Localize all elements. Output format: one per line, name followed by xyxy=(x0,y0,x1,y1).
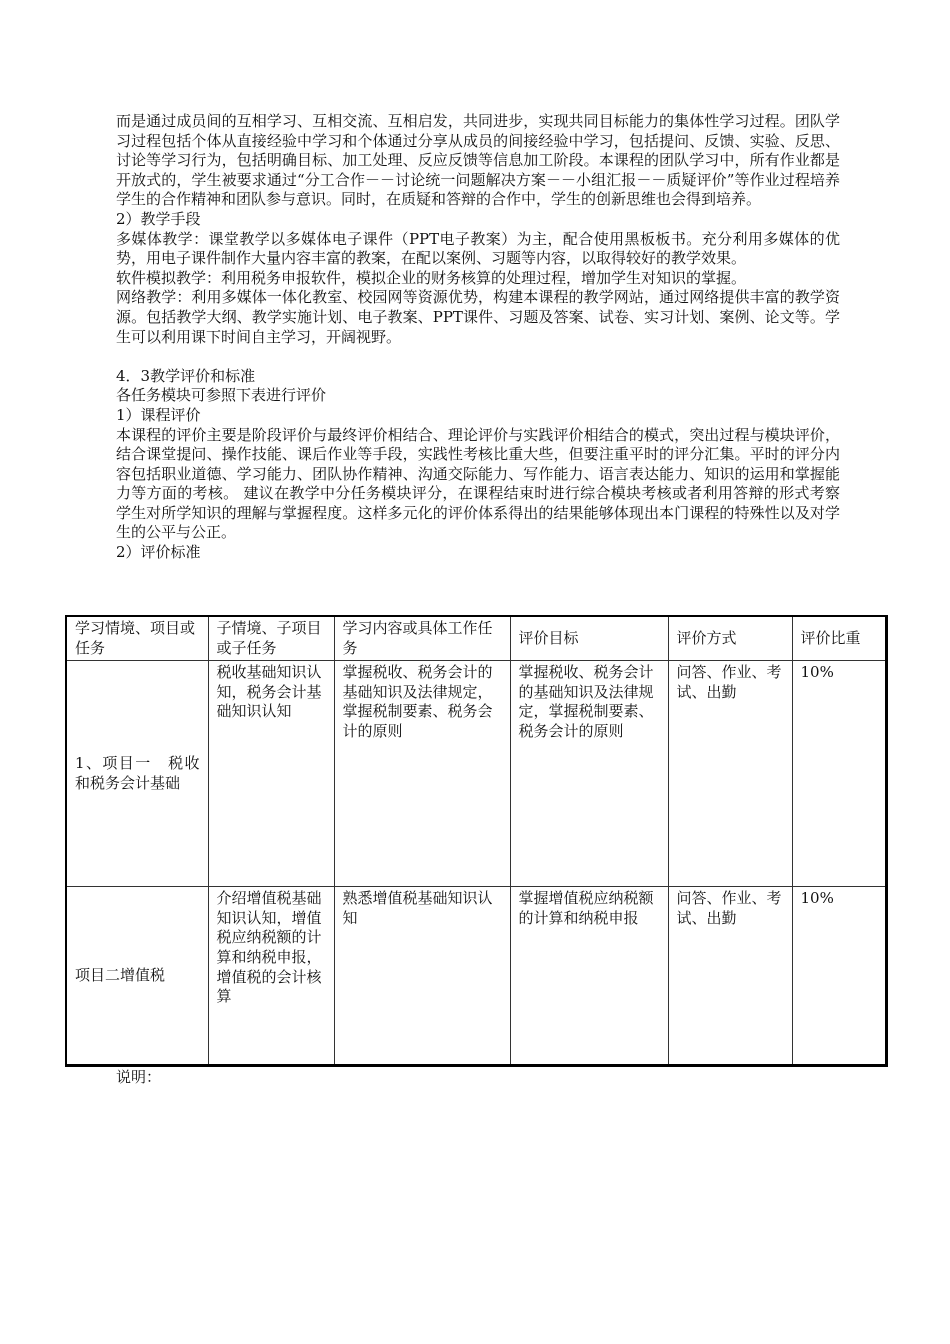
table-cell: 问答、作业、考试、出勤 xyxy=(668,887,792,1066)
table-row xyxy=(66,887,886,1066)
table-row xyxy=(66,661,886,887)
table-cell: 掌握税收、税务会计的基础知识及法律规定，掌握税制要素、税务会计的原则 xyxy=(510,661,668,887)
table-cell: 项目二增值税 xyxy=(66,887,208,1066)
header-cell: 评价目标 xyxy=(510,616,668,661)
header-cell: 评价比重 xyxy=(792,616,886,661)
header-cell: 学习内容或具体工作任务 xyxy=(334,616,510,661)
table-cell: 介绍增值税基础知识认知，增值税应纳税额的计算和纳税申报，增值税的会计核算 xyxy=(208,887,334,1066)
paragraph-software: 软件模拟教学：利用税务申报软件，模拟企业的财务核算的处理过程，增加学生对知识的掌握。 xyxy=(116,268,747,287)
paragraph-network: 网络教学：利用多媒体一体化教室、校园网等资源优势，构建本课程的教学网站，通过网络提供丰富的教学资源。包括教学大纲、教学实施计划、电子教案、PPT课件、习题及答案、试卷、实习计划、案例、论文等。学生可以利用课下时间自主学习，开阔视野。 xyxy=(116,288,840,346)
table-cell: 税收基础知识认知，税务会计基础知识认知 xyxy=(208,661,334,887)
body-text xyxy=(116,112,840,563)
section-heading-evaluation: 4．3教学评价和标准 xyxy=(116,366,256,385)
table-cell: 问答、作业、考试、出勤 xyxy=(668,661,792,887)
heading-course-evaluation: 1）课程评价 xyxy=(116,405,201,424)
header-cell: 评价方式 xyxy=(668,616,792,661)
evaluation-table xyxy=(65,615,888,1067)
table-cell: 10% xyxy=(792,661,886,887)
paragraph-course-evaluation: 本课程的评价主要是阶段评价与最终评价相结合、理论评价与实践评价相结合的模式，突出过程与模块评价，结合课堂提问、操作技能、课后作业等手段，实践性考核比重大些，但要注重平时的评分汇集。平时的评分内容包括职业道德、学习能力、团队协作精神、沟通交际能力、写作能力、语言表达能力、知识的运用和掌握能力等方面的考核。 建议在教学中分任务模块评分，在课程结束时进行综合模块考核或者利用答辩的形式考察学生对所学知识的理解与掌握程度。这样多元化的评价体系得出的结果能够体现出本门课程的特殊性以及对学生的公平与公正。 xyxy=(116,425,840,542)
heading-teaching-means: 2）教学手段 xyxy=(116,209,201,228)
table-cell: 10% xyxy=(792,887,886,1066)
table-cell: 掌握增值税应纳税额的计算和纳税申报 xyxy=(510,887,668,1066)
heading-evaluation-standard: 2）评价标准 xyxy=(116,543,201,562)
paragraph-module-intro: 各任务模块可参照下表进行评价 xyxy=(116,386,327,405)
table-note: 说明： xyxy=(116,1068,162,1086)
paragraph-multimedia: 多媒体教学：课堂教学以多媒体电子课件（PPT电子教案）为主，配合使用黑板板书。充分利用多媒体的优势，用电子课件制作大量内容丰富的教案，在配以案例、习题等内容，以取得较好的教学效果。 xyxy=(116,229,840,268)
table-header-row xyxy=(66,616,886,661)
table-cell: 1、项目一 税收和税务会计基础 xyxy=(66,661,208,887)
header-cell: 子情境、子项目或子任务 xyxy=(208,616,334,661)
table-cell: 熟悉增值税基础知识认知 xyxy=(334,887,510,1066)
paragraph-team-learning: 而是通过成员间的互相学习、互相交流、互相启发，共同进步，实现共同目标能力的集体性学习过程。团队学习过程包括个体从直接经验中学习和个体通过分享从成员的间接经验中学习，包括提问、反馈、实验、反思、讨论等学习行为，包括明确目标、加工处理、反应反馈等信息加工阶段。本课程的团队学习中，所有作业都是开放式的，学生被要求通过“分工合作－－讨论统一问题解决方案－－小组汇报－－质疑评价”等作业过程培养学生的合作精神和团队参与意识。同时，在质疑和答辩的合作中，学生的创新思维也会得到培养。 xyxy=(116,112,840,209)
table-cell: 掌握税收、税务会计的基础知识及法律规定，掌握税制要素、税务会计的原则 xyxy=(334,661,510,887)
header-cell: 学习情境、项目或任务 xyxy=(66,616,208,661)
